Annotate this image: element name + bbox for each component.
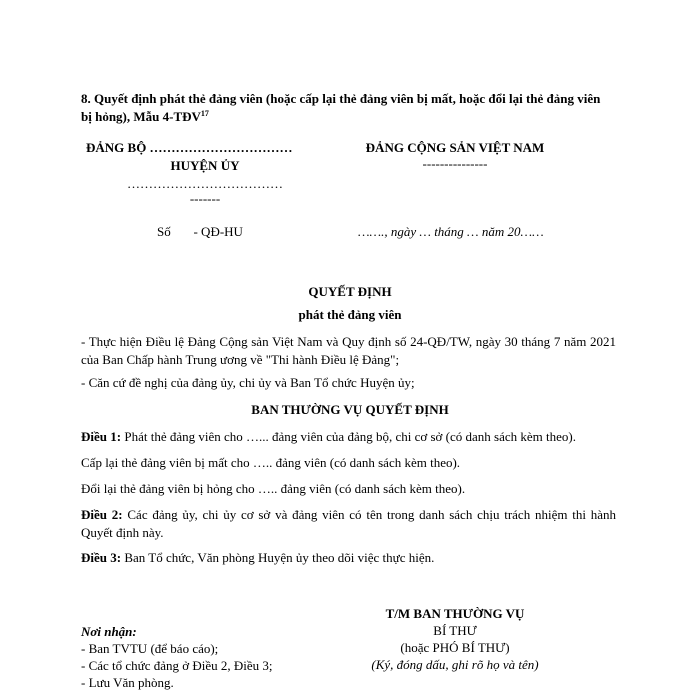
article-1-reissue-line: Cấp lại thẻ đảng viên bị mất cho ….. đảng viên (có danh sách kèm theo).	[81, 455, 461, 470]
article-3-label: Điều 3:	[81, 550, 122, 565]
document-subtitle: phát thẻ đảng viên	[298, 307, 402, 322]
article-1-text: Phát thẻ đảng viên cho …... đảng viên của đảng bộ, chi cơ sở (có danh sách kèm theo).	[121, 429, 576, 444]
left-header-dots: ………………………………	[127, 176, 283, 191]
footnote-marker: 17	[200, 109, 209, 118]
article-1-replace-line: Đổi lại thẻ đảng viên bị hỏng cho ….. đảng viên (có danh sách kèm theo).	[81, 481, 466, 496]
recipients-label: Nơi nhận:	[81, 624, 137, 639]
party-committee-line: ĐẢNG BỘ ……………………………	[86, 140, 293, 155]
article-2-label: Điều 2:	[81, 507, 123, 522]
article-3	[81, 549, 616, 567]
signature-title: T/M BAN THƯỜNG VỤ	[385, 606, 525, 621]
document-number: Số - QĐ-HU	[157, 224, 243, 239]
article-1-label: Điều 1:	[81, 429, 122, 444]
signature-instruction: (Ký, đóng dấu, ghi rõ họ và tên)	[371, 657, 539, 672]
document-date: ……., ngày … tháng … năm 20……	[358, 224, 544, 239]
article-2	[81, 506, 616, 542]
document-title: QUYẾT ĐỊNH	[308, 284, 392, 299]
district-committee-label: HUYỆN ỦY	[170, 158, 240, 173]
signature-position: BÍ THƯ	[433, 623, 477, 638]
section-heading	[81, 90, 611, 126]
recipient-item: - Lưu Văn phòng.	[81, 675, 174, 690]
section-heading-text: 8. Quyết định phát thẻ đảng viên (hoặc cấp lại thẻ đảng viên bị mất, hoặc đổi lại thẻ đảng viên bị hỏng), Mẫu 4-TĐV	[81, 91, 601, 124]
recipient-item: - Các tổ chức đảng ở Điều 2, Điều 3;	[81, 658, 273, 673]
recipient-item: - Ban TVTU (để báo cáo);	[81, 641, 219, 656]
article-1	[81, 428, 616, 446]
article-2-text: Các đảng ủy, chi ủy cơ sở và đảng viên có tên trong danh sách chịu trách nhiệm thi hành Quyết định này.	[81, 507, 616, 540]
decision-heading: BAN THƯỜNG VỤ QUYẾT ĐỊNH	[251, 402, 449, 417]
signature-alternate-position: (hoặc PHÓ BÍ THƯ)	[400, 640, 510, 655]
preamble-regulation: - Thực hiện Điều lệ Đảng Cộng sản Việt Nam và Quy định số 24-QĐ/TW, ngày 30 tháng 7 năm 2021 của Ban Chấp hành Trung ương về "Thi hành Điều lệ Đảng";	[81, 334, 616, 367]
left-header-divider: -------	[189, 191, 221, 206]
party-name: ĐẢNG CỘNG SẢN VIỆT NAM	[365, 140, 545, 155]
article-3-text: Ban Tổ chức, Văn phòng Huyện ủy theo dõi việc thực hiện.	[121, 550, 435, 565]
preamble-proposal: - Căn cứ đề nghị của đảng ủy, chi ủy và Ban Tổ chức Huyện ủy;	[81, 375, 415, 390]
right-header-divider: ---------------	[422, 156, 488, 171]
